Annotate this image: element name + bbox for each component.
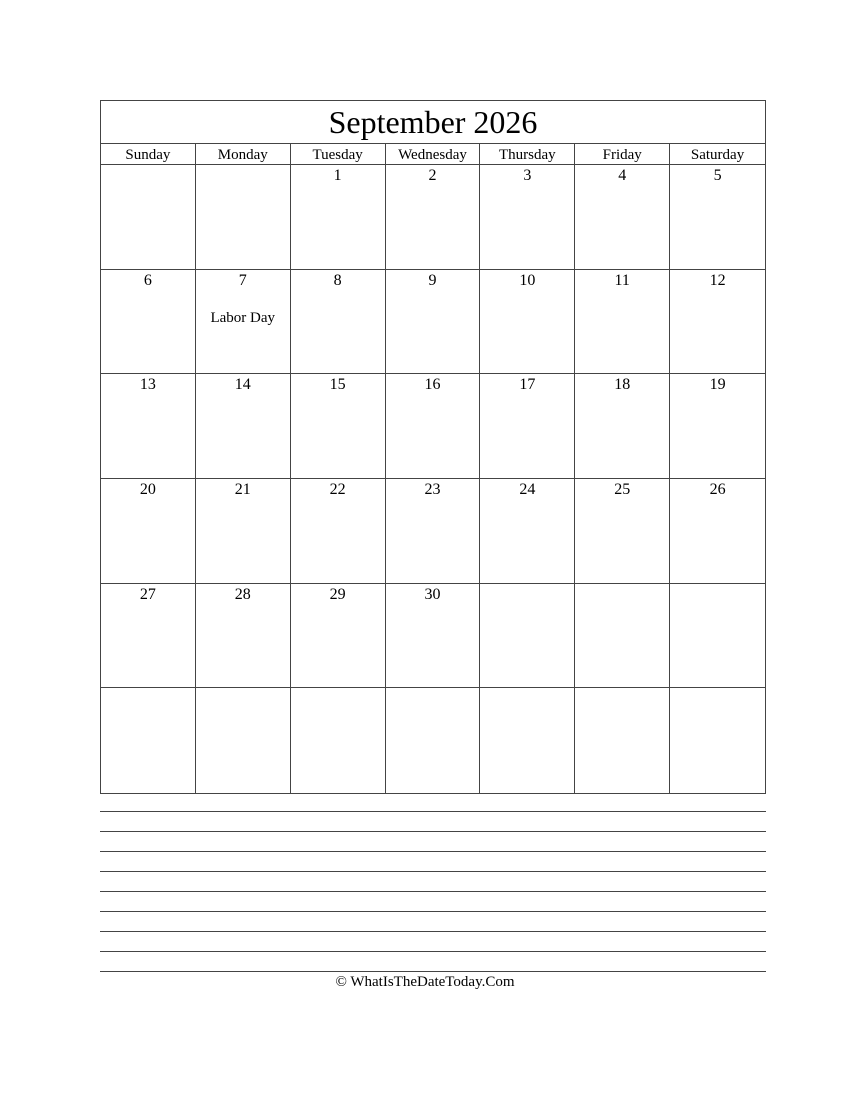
note-line[interactable] xyxy=(100,911,766,931)
day-cell[interactable] xyxy=(101,270,196,375)
day-number: 12 xyxy=(709,271,726,289)
day-cell[interactable] xyxy=(575,479,670,584)
day-number: 17 xyxy=(519,376,536,394)
note-line[interactable] xyxy=(100,951,766,971)
day-cell[interactable] xyxy=(480,270,575,375)
day-number: 11 xyxy=(614,271,630,289)
day-number: 20 xyxy=(139,481,156,499)
day-number: 21 xyxy=(234,481,251,499)
day-cell[interactable] xyxy=(196,688,291,793)
note-line[interactable] xyxy=(100,851,766,871)
day-cell[interactable] xyxy=(101,165,196,270)
day-cell[interactable] xyxy=(575,270,670,375)
day-number: 6 xyxy=(143,271,152,289)
day-cell[interactable] xyxy=(575,584,670,689)
day-number: 19 xyxy=(709,376,726,394)
weekday-header: Sunday xyxy=(101,144,196,164)
weekday-header: Friday xyxy=(575,144,670,164)
day-number: 10 xyxy=(519,271,536,289)
calendar xyxy=(100,100,766,794)
notes-area xyxy=(100,811,766,991)
weekday-header: Wednesday xyxy=(386,144,481,164)
day-cell[interactable] xyxy=(480,584,575,689)
day-number: 1 xyxy=(333,167,342,184)
day-cell[interactable] xyxy=(670,688,765,793)
day-cell[interactable] xyxy=(386,479,481,584)
day-number: 13 xyxy=(139,376,156,394)
day-number: 25 xyxy=(614,481,631,499)
day-cell[interactable] xyxy=(480,688,575,793)
day-number: 15 xyxy=(329,376,346,394)
day-number: 5 xyxy=(713,167,722,184)
day-cell[interactable] xyxy=(196,374,291,479)
day-event-label: Labor Day xyxy=(210,309,276,326)
day-cell[interactable] xyxy=(291,479,386,584)
day-cell[interactable] xyxy=(386,270,481,375)
note-line[interactable] xyxy=(100,931,766,951)
day-number: 2 xyxy=(428,167,437,184)
day-number: 26 xyxy=(709,481,726,499)
day-cell[interactable] xyxy=(101,688,196,793)
day-number: 23 xyxy=(424,481,441,499)
day-cell[interactable] xyxy=(480,479,575,584)
weekday-header: Monday xyxy=(196,144,291,164)
day-cell[interactable] xyxy=(670,270,765,375)
copyright-footer: © WhatIsTheDateToday.Com xyxy=(335,974,515,990)
day-number: 4 xyxy=(618,167,627,184)
calendar-title: September 2026 xyxy=(101,101,765,144)
day-cell[interactable] xyxy=(196,479,291,584)
day-cell[interactable] xyxy=(196,165,291,270)
day-cell[interactable] xyxy=(575,374,670,479)
note-line[interactable] xyxy=(100,891,766,911)
day-cell[interactable] xyxy=(291,270,386,375)
day-cell[interactable] xyxy=(101,479,196,584)
day-number: 30 xyxy=(424,585,441,603)
day-cell[interactable] xyxy=(386,584,481,689)
day-cell[interactable] xyxy=(670,374,765,479)
day-number: 22 xyxy=(329,481,346,499)
note-line[interactable] xyxy=(100,811,766,831)
day-number: 28 xyxy=(234,585,251,603)
day-number: 14 xyxy=(234,376,251,394)
day-cell[interactable] xyxy=(670,165,765,270)
calendar-grid xyxy=(101,165,765,793)
day-number: 8 xyxy=(333,271,342,289)
day-cell[interactable] xyxy=(291,584,386,689)
day-cell[interactable] xyxy=(291,688,386,793)
day-number: 16 xyxy=(424,376,441,394)
weekday-header: Thursday xyxy=(480,144,575,164)
day-cell[interactable] xyxy=(291,374,386,479)
day-cell[interactable] xyxy=(386,165,481,270)
day-number: 24 xyxy=(519,481,536,499)
day-cell[interactable] xyxy=(196,270,291,375)
day-cell[interactable] xyxy=(670,584,765,689)
day-cell[interactable] xyxy=(480,374,575,479)
day-number: 18 xyxy=(614,376,631,394)
day-cell[interactable] xyxy=(101,584,196,689)
day-number: 29 xyxy=(329,585,346,603)
day-cell[interactable] xyxy=(480,165,575,270)
day-number: 7 xyxy=(238,271,247,289)
day-cell[interactable] xyxy=(670,479,765,584)
day-cell[interactable] xyxy=(386,688,481,793)
weekday-header-row xyxy=(101,144,765,165)
note-line[interactable] xyxy=(100,831,766,851)
day-cell[interactable] xyxy=(291,165,386,270)
day-cell[interactable] xyxy=(196,584,291,689)
note-line[interactable] xyxy=(100,871,766,891)
day-number: 27 xyxy=(139,585,156,603)
day-cell[interactable] xyxy=(101,374,196,479)
day-cell[interactable] xyxy=(575,165,670,270)
weekday-header: Saturday xyxy=(690,147,745,163)
day-number: 9 xyxy=(428,271,437,289)
day-number: 3 xyxy=(523,167,532,184)
day-cell[interactable] xyxy=(575,688,670,793)
weekday-header: Tuesday xyxy=(291,144,386,164)
day-cell[interactable] xyxy=(386,374,481,479)
